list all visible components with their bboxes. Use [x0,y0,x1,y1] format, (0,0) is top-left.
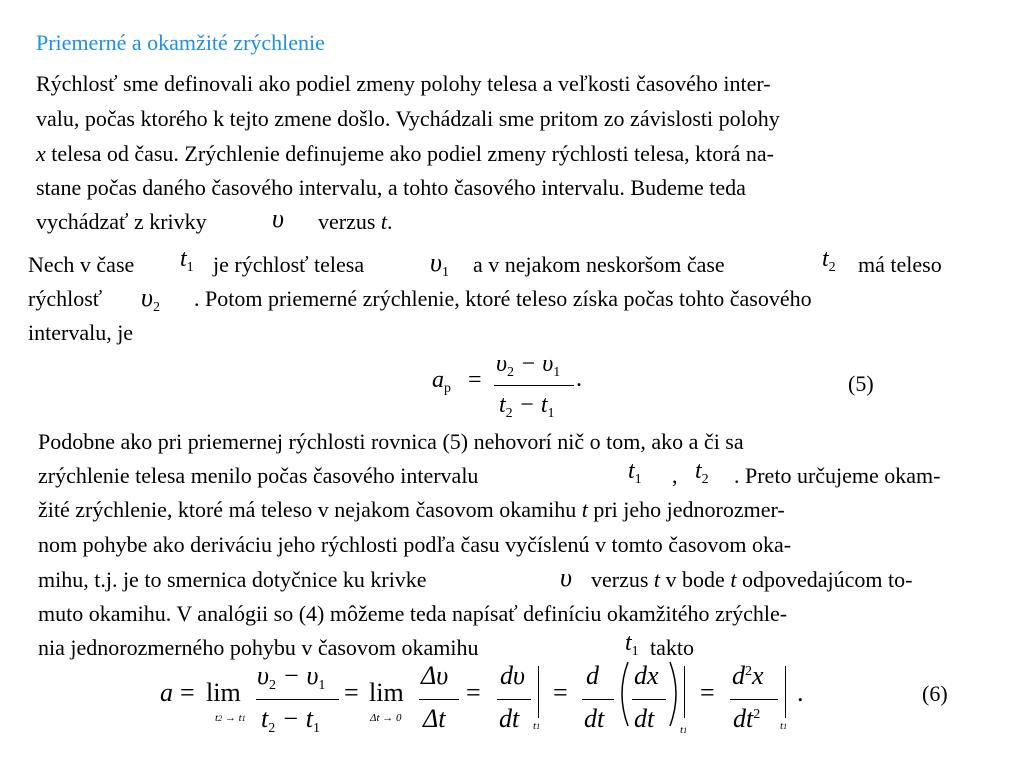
eq6-frac5-bar [632,699,666,700]
eq6-frac6-den: $dt^2$ [733,704,761,733]
versus-word-2: verzus [591,567,649,592]
para1-line3-text: telesa od času. Zrýchlenie definujeme ako podiel zmeny rýchlosti telesa, ktorá na- [45,141,774,166]
eq6-frac3-num: dυ [500,661,525,690]
eq6-frac1-bar [256,699,339,700]
eq6-frac1-den: t2 − t1 [261,704,321,736]
para3-line3-a: žité zrýchlenie, ktoré má teleso v nejakom časovom okamihu [38,497,577,522]
upsilon-symbol: υ [272,204,284,233]
eq5-equals: = [468,367,482,393]
eq6-frac6-bar [730,699,778,700]
t1-symbol: $t_1$ [180,246,194,275]
para1-line2: valu, počas ktorého k tejto zmene došlo. Vychádzali sme pritom zo závislosti polohy [36,106,780,131]
upsilon-symbol-2: υ [560,563,572,592]
var-t: t [380,209,388,234]
upsilon1-symbol: υ1 [430,248,449,280]
upsilon2-symbol: υ2 [141,283,160,315]
eq6-eval-bar-1 [538,666,539,718]
eq6-frac1-num: υ2 − υ1 [257,661,326,693]
para2-c: a v nejakom neskoršom čase [473,252,725,277]
eq6-lim-2: lim [369,678,404,707]
eq6-frac5-num: dx [634,661,659,690]
eq6-equals-1: = [180,678,195,707]
eq6-frac2-bar [419,699,459,700]
eq5-fraction-bar [494,385,574,386]
para3-line5-d: odpovedajúcom to- [741,567,913,592]
eq6-eval-3-sub: t1 [780,720,788,732]
eq5-denominator: $t_2 - t_1$ [499,392,555,421]
eq6-period: . [797,678,804,707]
eq6-equals-3: = [466,678,481,707]
eq6-equals-5: = [700,678,715,707]
eq6-equals-2: = [344,678,359,707]
eq6-right-paren [666,660,684,728]
comma: , [672,463,678,488]
eq6-frac3-bar [497,699,531,700]
para1-line4: stane počas daného časového intervalu, a tohto časového intervalu. Budeme teda [36,175,746,200]
para3-line7-b: takto [650,635,694,660]
eq6-lim-1-sub: t2 → t1 [215,712,246,724]
eq6-frac3-den: dt [499,704,520,733]
t1-symbol-2: $t_1$ [628,458,642,487]
eq6-lim-2-sub: Δt → 0 [370,712,402,724]
eq6-equals-4: = [553,678,568,707]
t2-symbol: $t_2$ [822,246,836,275]
eq6-eval-2-sub: t1 [680,724,688,736]
eq6-lim-1: lim [206,678,241,707]
para2-d: má teleso [858,252,942,277]
eq6-frac6-num: $d^2x$ [732,661,764,690]
para1-line5-b [318,210,393,234]
para3-line3 [38,498,785,522]
para3-line7-a: nia jednorozmerného pohybu v časovom okamihu [38,635,479,660]
para1-line1: Rýchlosť sme definovali ako podiel zmeny polohy telesa a veľkosti časového inter- [36,71,771,96]
eq6-left-paren [614,660,632,728]
para3-line4: nom pohybe ako deriváciu jeho rýchlosti podľa času vyčíslenú v tomto časovom oka- [38,532,792,557]
var-t-2: t [581,497,588,522]
para3-line2-b: . Preto určujeme okam- [734,463,941,488]
eq6-eval-bar-3 [785,666,786,718]
var-t-3: t [653,567,661,592]
eq6-eval-1-sub: t1 [533,720,541,732]
para2-f: . Potom priemerné zrýchlenie, ktoré teleso získa počas tohto časového [194,286,812,311]
eq6-frac4-bar [582,699,614,700]
para3-line2-a: zrýchlenie telesa menilo počas časového intervalu [38,463,479,488]
versus-word: verzus [318,209,376,234]
eq5-number: (5) [848,371,874,396]
para1-line5-a: vychádzať z krivky [36,209,207,234]
para2-b: je rýchlosť telesa [213,252,365,277]
para3-line1: Podobne ako pri priemernej rýchlosti rovnica (5) nehovorí nič o tom, ako a či sa [38,429,744,454]
para2-a: Nech v čase [28,252,135,277]
para3-line5-b [591,568,912,592]
eq5-lhs: $a_p$ [432,367,451,396]
eq6-number: (6) [922,681,948,706]
page-title: Priemerné a okamžité zrýchlenie [36,30,325,55]
period: . [387,209,393,234]
para3-line5-c: v bode [665,567,725,592]
eq6-a: a [160,678,173,707]
t2-symbol-2: $t_2$ [695,458,709,487]
eq5-period: . [576,366,582,392]
para1-line3 [36,142,774,166]
para3-line3-b: pri jeho jednorozmer- [593,497,785,522]
var-t-4: t [730,567,737,592]
para2-e: rýchlosť [28,286,103,311]
eq6-eval-bar-2 [684,666,685,718]
eq6-frac2-num: Δυ [421,661,449,690]
para3-line5-a: mihu, t.j. je to smernica dotyčnice ku krivke [38,567,427,592]
t1-symbol-3: $t_1$ [625,630,639,659]
var-x: x [36,141,46,166]
eq6-frac4-den: dt [584,704,605,733]
eq5-numerator: $\upsilon_2 - \upsilon_1$ [496,351,561,380]
para2-g: intervalu, je [28,320,134,345]
para3-line6: muto okamihu. V analógii so (4) môžeme teda napísať definíciu okamžitého zrýchle- [38,601,788,626]
eq6-frac2-den: Δt [423,704,446,733]
eq6-frac4-num: d [586,661,599,690]
eq6-frac5-den: dt [634,704,655,733]
